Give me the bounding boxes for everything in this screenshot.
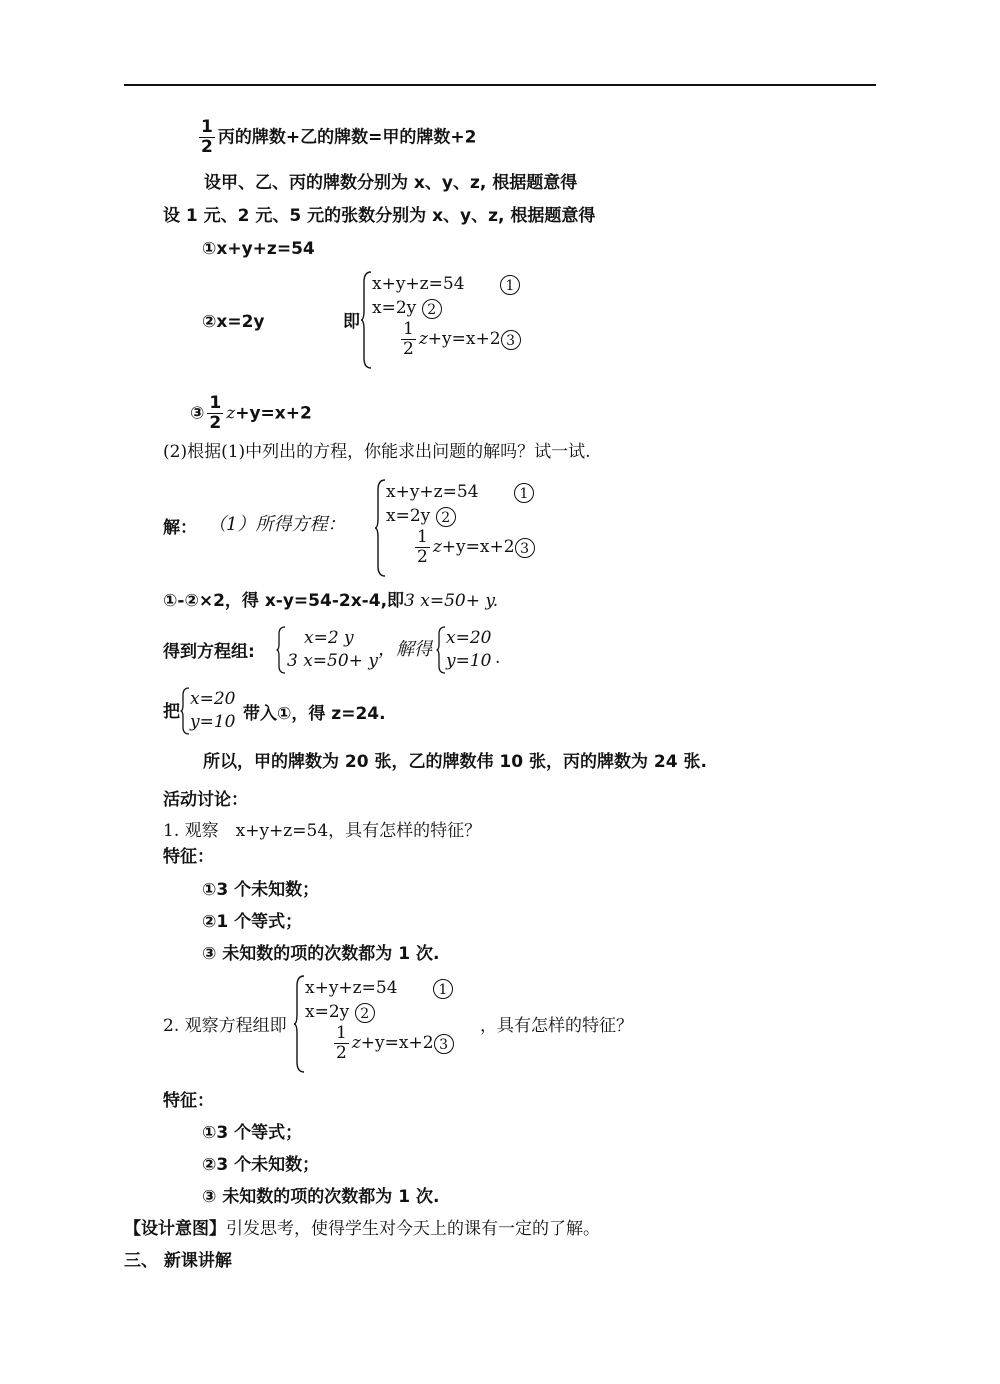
feature-2-label: 特征：	[163, 1091, 214, 1111]
feature-2-item: ③ 未知数的项的次数都为 1 次.	[202, 1187, 440, 1207]
step-2-system: x=2 y 3 x=50+ y	[276, 626, 376, 674]
circled-1-icon: 1	[500, 275, 520, 295]
fraction: $\frac{1}{2}$	[417, 527, 428, 567]
discussion-heading: 活动讨论：	[163, 790, 248, 810]
feature-1-item: ①3 个未知数；	[202, 880, 320, 900]
step-2-solution: x=20 y=10 .	[436, 626, 506, 674]
fraction: $\frac{1}{2}$	[209, 393, 222, 433]
feature-1-item: ②1 个等式；	[202, 912, 303, 932]
ji-label: 即	[343, 312, 360, 332]
equation-system-a: x+y+z=54 1 x=2y 2 $\frac{1}{2}$ z+y=x+2 3	[360, 270, 550, 370]
circled-3-icon: 3	[515, 538, 535, 558]
brace-icon	[374, 478, 386, 578]
circled-3-icon: 3	[434, 1034, 454, 1054]
equation-2: ②x=2y	[202, 312, 265, 332]
brace-icon	[276, 626, 286, 674]
feature-1-label: 特征：	[163, 847, 214, 867]
header-rule	[124, 84, 876, 86]
jiede-label: ，解得	[378, 639, 432, 660]
line-half-bing: $\frac{1}{2}$ 丙的牌数+乙的牌数=甲的牌数+2	[201, 117, 477, 157]
fraction: $\frac{1}{2}$	[403, 319, 414, 359]
feature-2-item: ②3 个未知数；	[202, 1155, 320, 1175]
brace-icon	[293, 974, 305, 1074]
equation-3: ③ $\frac{1}{2}$ z+y=x+2	[190, 393, 312, 433]
brace-icon	[360, 270, 372, 370]
line-set-vars-2: 设 1 元、2 元、5 元的张数分别为 x、y、z, 根据题意得	[163, 206, 596, 226]
question-2: (2)根据(1)中列出的方程，你能求出问题的解吗？试一试.	[163, 442, 591, 462]
circled-1-icon: 1	[433, 979, 453, 999]
jie-label: 解：	[163, 518, 197, 538]
circled-2-icon: 2	[355, 1003, 375, 1023]
feature-1-item: ③ 未知数的项的次数都为 1 次.	[202, 944, 440, 964]
equation-system-b: x+y+z=54 1 x=2y 2 $\frac{1}{2}$ z+y=x+2 3	[374, 478, 564, 578]
step-2-label: 得到方程组:	[163, 642, 255, 662]
step-3-prefix: 把	[163, 702, 180, 722]
circled-2-icon: 2	[436, 507, 456, 527]
observe-1: 1. 观察 x+y+z=54，具有怎样的特征？	[163, 821, 482, 841]
answer-line: 所以，甲的牌数为 20 张，乙的牌数伟 10 张，丙的牌数为 24 张.	[203, 752, 707, 772]
fraction: $\frac{1}{2}$	[201, 117, 213, 157]
design-intent: 【设计意图】引发思考，使得学生对今天上的课有一定的了解。	[124, 1219, 600, 1239]
circled-2-icon: 2	[422, 299, 442, 319]
step-3-rest: 带入①，得 z=24.	[243, 704, 386, 724]
brace-icon	[436, 626, 446, 674]
equation-1: ①x+y+z=54	[202, 239, 315, 259]
step-3-system: x=20 y=10	[180, 687, 240, 735]
observe-2-prefix: 2. 观察方程组即	[163, 1016, 287, 1036]
step-1: ①-②×2，得 x-y=54-2x-4,即3 x=50+ y.	[163, 591, 499, 611]
circled-1-icon: 1	[514, 483, 534, 503]
line-set-vars-1: 设甲、乙、丙的牌数分别为 x、y、z, 根据题意得	[204, 173, 578, 193]
equation-system-c: x+y+z=54 1 x=2y 2 $\frac{1}{2}$ z+y=x+2 3	[293, 974, 483, 1074]
section-3-heading: 三、 新课讲解	[124, 1251, 232, 1271]
jie-text: （1）所得方程：	[208, 514, 346, 535]
brace-icon	[180, 687, 190, 735]
circled-3-icon: 3	[501, 330, 521, 350]
fraction: $\frac{1}{2}$	[336, 1023, 347, 1063]
feature-2-item: ①3 个等式；	[202, 1123, 303, 1143]
observe-2-suffix: ，具有怎样的特征？	[480, 1016, 633, 1036]
